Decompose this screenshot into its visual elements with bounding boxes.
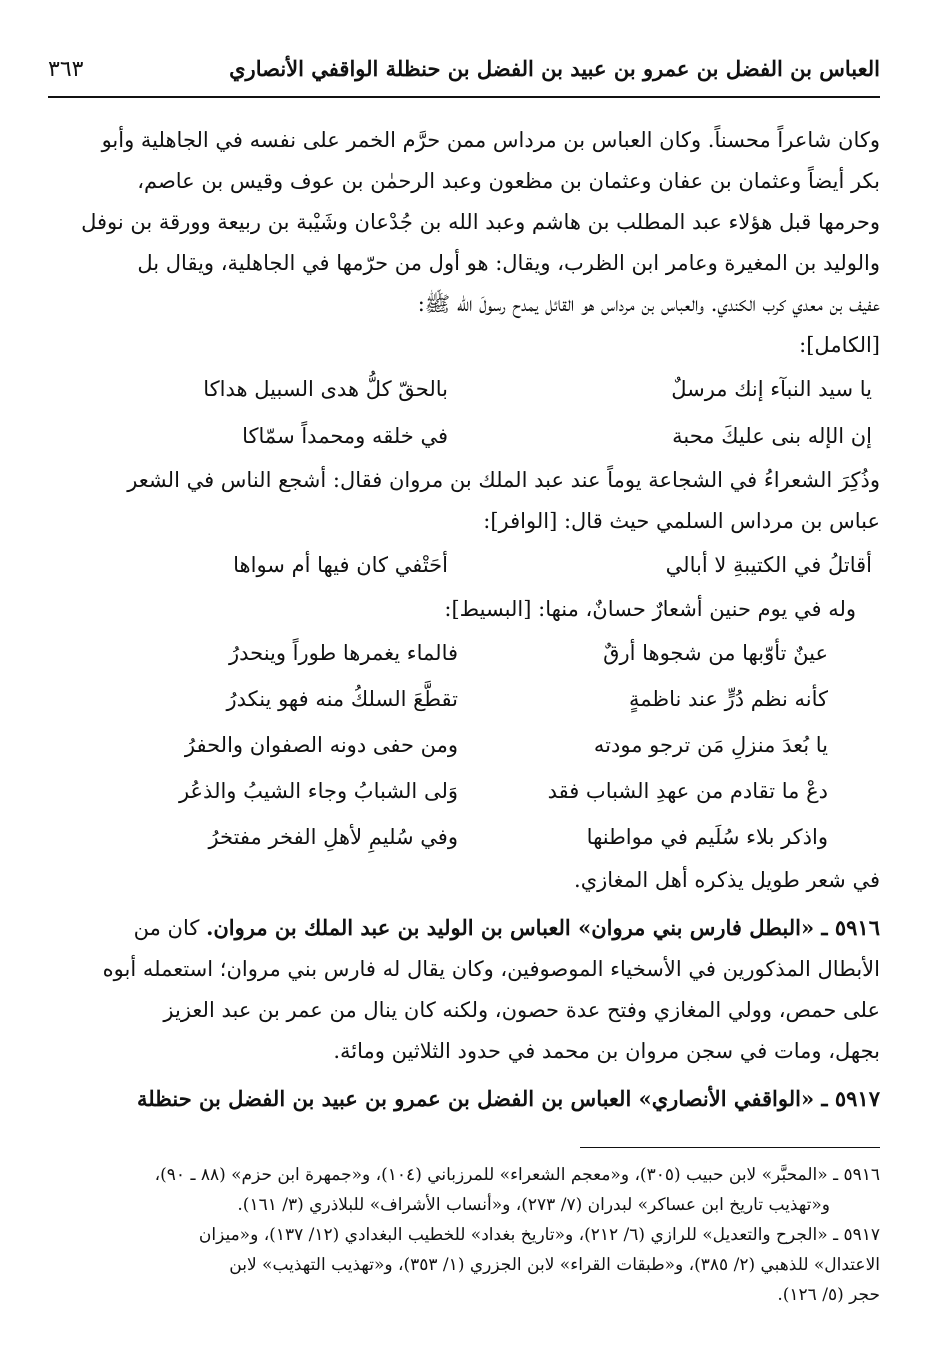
text-line: وحرمها قبل هؤلاء عبد المطلب بن هاشم وعبد الله بن جُدْعان وشَيْبة بن ربيعة وورقة بن نوفل — [81, 210, 880, 234]
poem-3 — [48, 630, 880, 860]
entry-title: ٥٩١٧ ـ «الواقفي الأنصاري» العباس بن الفضل بن عمرو بن عبيد بن الفضل بن حنظلة — [136, 1086, 880, 1111]
entry-title: ٥٩١٦ ـ «البطل فارس بني مروان» العباس بن الوليد بن عبد الملك بن مروان. — [206, 915, 880, 940]
verse-line — [48, 542, 880, 589]
poem-1 — [48, 366, 880, 460]
second-hemistich: بالحقّ كلُّ هدى السبيل هداكا — [203, 377, 448, 401]
footnotes — [48, 1160, 880, 1310]
footnote-line: الاعتدال» للذهبي (٢/ ٣٨٥)، و«طبقات القراء» لابن الجزري (١/ ٣٥٣)، و«تهذيب التهذيب» لابن — [229, 1255, 880, 1275]
paragraph-2 — [48, 460, 880, 542]
paragraph-4 — [48, 860, 880, 901]
running-header — [48, 56, 880, 98]
footnote-line: ٥٩١٦ ـ «المحبَّر» لابن حبيب (٣٠٥)، و«معجم الشعراء» للمرزباني (١٠٤)، و«جمهرة ابن حزم» (٨٨ ـ ٩٠)، — [154, 1165, 880, 1185]
verse-line — [48, 722, 880, 768]
verse-line — [48, 768, 880, 814]
first-hemistich: عينٌ تأوّبها من شجوها أرقٌ — [603, 641, 828, 665]
second-hemistich: فالماء يغمرها طوراً وينحدرُ — [228, 641, 458, 665]
text-line: الأبطال المذكورين في الأسخياء الموصوفين، وكان يقال له فارس بني مروان؛ استعمله أبوه — [102, 957, 880, 981]
first-hemistich: أقاتلُ في الكتيبةِ لا أبالي — [665, 553, 872, 577]
text-line: في شعر طويل يذكره أهل المغازي. — [574, 868, 880, 892]
poem-2 — [48, 542, 880, 589]
entry-first-line — [48, 907, 880, 949]
first-hemistich: يا سيد النبآء إنك مرسلٌ — [671, 377, 872, 401]
text-line: على حمص، وولي المغازي وفتح عدة حصون، ولكنه كان ينال من عمر بن عبد العزيز — [163, 998, 880, 1022]
first-hemistich: واذكر بلاء سُلَيم في مواطنها — [586, 825, 828, 849]
footnote-line: ٥٩١٧ ـ «الجرح والتعديل» للرازي (٦/ ٢١٢)، و«تاريخ بغداد» للخطيب البغدادي (١٢/ ١٣٧)، و«ميزان — [198, 1225, 880, 1245]
second-hemistich: وفي سُليمِ لأهلِ الفخر مفتخرُ — [208, 825, 458, 849]
second-hemistich: وَلى الشبابُ وجاء الشيبُ والذعُر — [178, 779, 458, 803]
text-line: وذُكِرَ الشعراءُ في الشجاعة يوماً عند عبد الملك بن مروان فقال: أشجع الناس في الشعر — [127, 468, 880, 492]
second-hemistich: في خلقه ومحمداً سمّاكا — [242, 424, 448, 448]
first-hemistich: يا بُعدَ منزلِ مَن ترجو مودته — [593, 733, 828, 757]
footnote-line: حجر (٥/ ١٢٦). — [777, 1285, 880, 1305]
page-number: ٣٦٣ — [48, 57, 84, 82]
verse-line — [48, 630, 880, 676]
running-title: العباس بن الفضل بن عمرو بن عبيد بن الفضل بن حنظلة الواقفي الأنصاري — [229, 56, 880, 81]
text-line: عباس بن مرداس السلمي حيث قال: [الوافر]: — [483, 509, 880, 533]
text-line: كان من — [133, 916, 200, 940]
first-hemistich: دعْ ما تقادم من عهدِ الشباب فقد — [547, 779, 828, 803]
entry-5917 — [48, 1078, 880, 1119]
entry-5916 — [48, 907, 880, 1072]
verse-line — [48, 676, 880, 722]
second-hemistich: أحَتْفي كان فيها أم سواها — [233, 553, 448, 577]
verse-line — [48, 413, 880, 460]
first-hemistich: إن الإله بنى عليكَ محبة — [672, 424, 872, 448]
verse-line — [48, 366, 880, 413]
text-line: عفيف بن معدي كرب الكندي. والعباس بن مرداس هو القائل يمدح رسولَ الله ﷺ: — [417, 292, 880, 316]
verse-line — [48, 814, 880, 860]
text-line: بكر أيضاً وعثمان بن عفان وعثمان بن مظعون وعبد الرحمٰن بن عوف وقيس بن عاصم، — [137, 169, 880, 193]
footnote-divider — [580, 1147, 880, 1148]
second-hemistich: ومن حفى دونه الصفوان والحفرُ — [184, 733, 458, 757]
text-line: بجهل، ومات في سجن مروان بن محمد في حدود الثلاثين ومائة. — [333, 1039, 880, 1063]
paragraph-3 — [48, 589, 880, 630]
meter-label: [الكامل]: — [799, 333, 880, 357]
text-line: وله في يوم حنين أشعارٌ حسانٌ، منها: [البسيط]: — [444, 597, 856, 621]
first-hemistich: كأنه نظم دُرٍّ عند ناظمةٍ — [629, 687, 828, 711]
footnote-line: و«تهذيب تاريخ ابن عساكر» لبدران (٧/ ٢٧٣)، و«أنساب الأشراف» للبلاذري (٣/ ١٦١). — [237, 1195, 830, 1215]
second-hemistich: تقطَّعَ السلكُ منه فهو ينكدرُ — [226, 687, 458, 711]
book-page — [48, 56, 880, 1310]
main-text — [48, 120, 880, 1119]
text-line: والوليد بن المغيرة وعامر ابن الظرب، ويقال: هو أول من حرّمها في الجاهلية، ويقال بل — [137, 251, 880, 275]
text-line: وكان شاعراً محسناً. وكان العباس بن مرداس ممن حرَّم الخمر على نفسه في الجاهلية وأبو — [101, 128, 880, 152]
paragraph-1 — [48, 120, 880, 366]
